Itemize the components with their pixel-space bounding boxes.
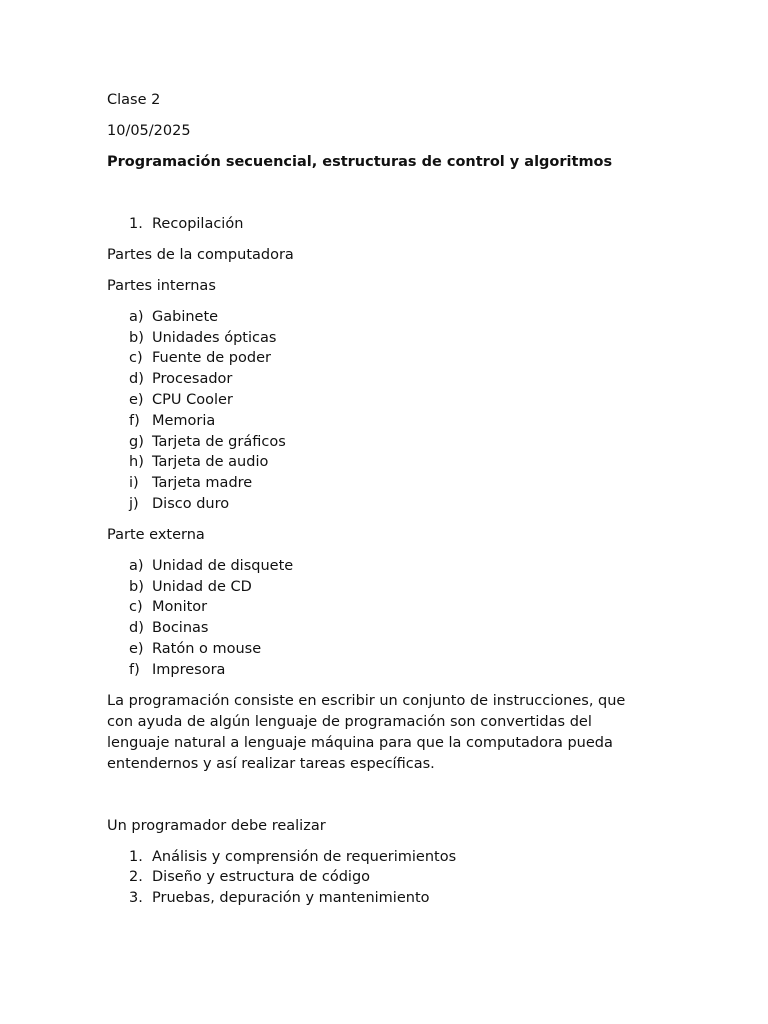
internal-parts-heading: Partes internas xyxy=(107,277,216,294)
list-item xyxy=(107,452,667,473)
list-item-text: Bocinas xyxy=(152,620,209,637)
list-item xyxy=(107,369,667,390)
programmer-tasks-list xyxy=(107,847,667,909)
list-marker: 3. xyxy=(129,890,143,907)
list-item-text: Unidad de CD xyxy=(152,578,252,595)
list-item xyxy=(107,639,667,660)
paragraph-line: lenguaje natural a lenguaje máquina para que la computadora pueda xyxy=(107,734,613,751)
list-item-text: Pruebas, depuración y mantenimiento xyxy=(152,890,430,907)
list-marker: g) xyxy=(129,433,144,450)
list-item xyxy=(107,432,667,453)
list-marker: 1. xyxy=(129,848,143,865)
list-item xyxy=(107,556,667,577)
list-item xyxy=(107,867,667,888)
list-item-text: Tarjeta de gráficos xyxy=(152,433,286,450)
list-item-text: Recopilación xyxy=(152,216,244,232)
list-item-text: Disco duro xyxy=(152,495,230,512)
list-marker: e) xyxy=(129,391,144,408)
paragraph-line: con ayuda de algún lenguaje de programación son convertidas del xyxy=(107,713,592,730)
list-item-text: CPU Cooler xyxy=(152,391,233,408)
list-marker: 1. xyxy=(129,216,143,232)
list-item xyxy=(107,473,667,494)
document-page xyxy=(107,90,667,919)
list-item-text: Procesador xyxy=(152,371,233,388)
list-item-text: Memoria xyxy=(152,412,216,429)
document-title: Programación secuencial, estructuras de control y algoritmos xyxy=(107,154,613,170)
list-item xyxy=(107,597,667,618)
external-parts-list xyxy=(107,556,667,681)
external-parts-heading: Parte externa xyxy=(107,526,205,543)
list-marker: a) xyxy=(129,557,144,574)
list-item-text: Fuente de poder xyxy=(152,350,271,367)
list-item xyxy=(107,328,667,349)
internal-parts-list xyxy=(107,307,667,515)
list-item xyxy=(107,494,667,515)
programming-paragraph xyxy=(107,691,667,775)
document-date: 10/05/2025 xyxy=(107,123,191,139)
list-item xyxy=(107,847,667,868)
paragraph-line: entendernos y así realizar tareas específicas. xyxy=(107,755,435,772)
list-item-text: Unidades ópticas xyxy=(152,329,277,346)
list-item-text: Ratón o mouse xyxy=(152,640,262,657)
parts-heading: Partes de la computadora xyxy=(107,246,294,263)
list-marker: d) xyxy=(129,620,144,637)
list-item-text: Impresora xyxy=(152,661,226,678)
list-marker: d) xyxy=(129,371,144,388)
list-item-text: Análisis y comprensión de requerimientos xyxy=(152,848,457,865)
list-marker: a) xyxy=(129,308,144,325)
list-item-text: Diseño y estructura de código xyxy=(152,869,371,886)
list-item-text: Gabinete xyxy=(152,308,219,325)
list-marker: c) xyxy=(129,350,143,367)
list-marker: f) xyxy=(129,412,140,429)
list-item-text: Tarjeta de audio xyxy=(152,454,269,471)
list-item xyxy=(107,577,667,598)
class-label: Clase 2 xyxy=(107,92,161,108)
paragraph-line: La programación consiste en escribir un conjunto de instrucciones, que xyxy=(107,692,626,709)
list-marker: b) xyxy=(129,578,144,595)
section-list xyxy=(107,214,667,235)
list-marker: f) xyxy=(129,661,140,678)
list-marker: 2. xyxy=(129,869,143,886)
list-marker: j) xyxy=(129,495,139,512)
list-item xyxy=(107,660,667,681)
list-item-text: Monitor xyxy=(152,599,208,616)
list-marker: b) xyxy=(129,329,144,346)
list-item xyxy=(107,618,667,639)
list-item-text: Unidad de disquete xyxy=(152,557,294,574)
list-item xyxy=(107,214,667,235)
list-marker: c) xyxy=(129,599,143,616)
list-item xyxy=(107,411,667,432)
list-item xyxy=(107,307,667,328)
list-marker: h) xyxy=(129,454,144,471)
list-item xyxy=(107,390,667,411)
list-marker: e) xyxy=(129,640,144,657)
blank-line xyxy=(107,183,667,214)
list-item-text: Tarjeta madre xyxy=(152,475,253,492)
programmer-heading: Un programador debe realizar xyxy=(107,817,326,834)
list-item xyxy=(107,348,667,369)
list-marker: i) xyxy=(129,475,139,492)
blank-line xyxy=(107,785,667,816)
list-item xyxy=(107,888,667,909)
